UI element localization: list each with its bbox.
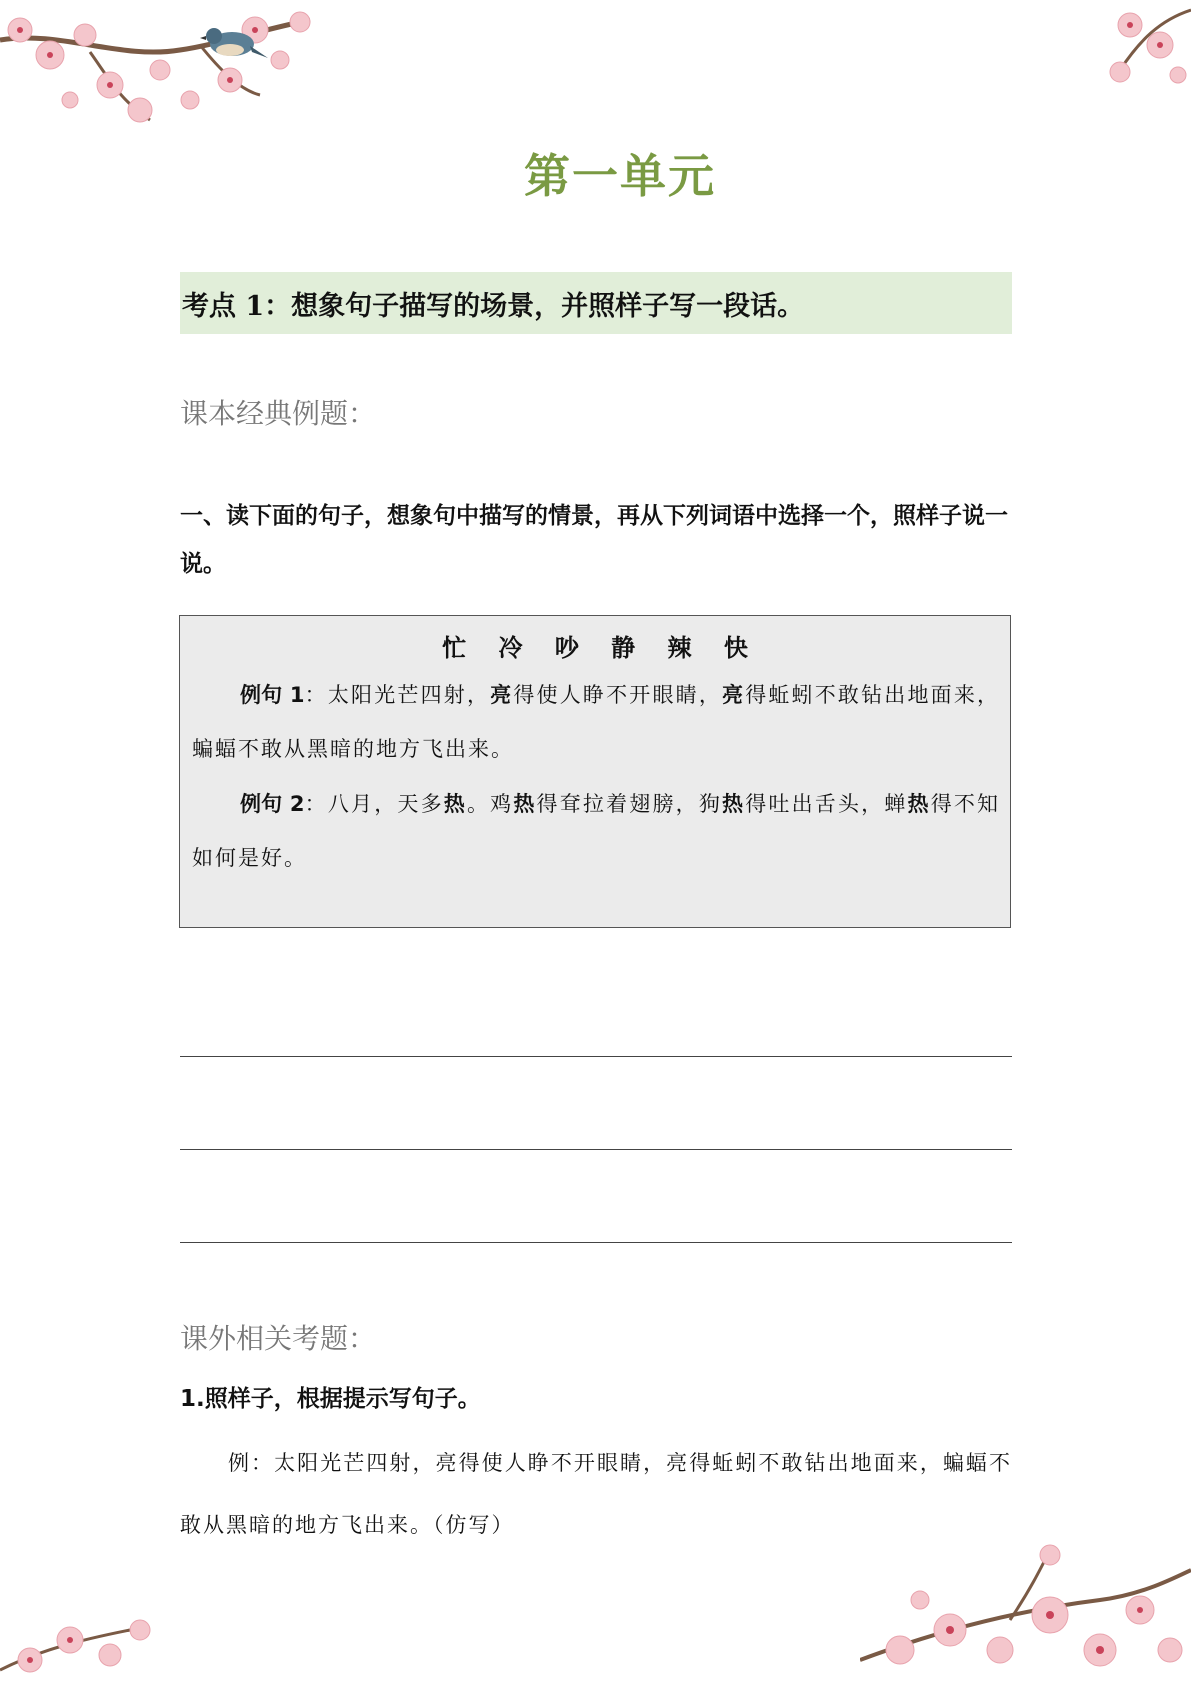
bird-on-branch <box>200 18 270 68</box>
word-choice: 冷 <box>498 634 523 662</box>
example-keyword: 热 <box>722 791 746 816</box>
example-text: 得吐出舌头，蝉 <box>745 792 908 816</box>
example-keyword: 热 <box>443 791 467 816</box>
example-sentence-2 <box>192 777 1000 885</box>
example-text: 得不知如何是好。 <box>192 792 1001 870</box>
key-point-banner <box>180 272 1012 334</box>
word-choice: 快 <box>723 634 748 662</box>
question-2-example: 例：太阳光芒四射，亮得使人睁不开眼睛，亮得蚯蚓不敢钻出地面来，蝙蝠不敢从黑暗的地方飞出来。（仿写） <box>180 1451 1012 1537</box>
page-title: 第一单元 <box>524 149 716 203</box>
example-text: 得蚯蚓不敢钻出地面来，蝙蝠不敢从黑暗的地方飞出来。 <box>192 683 1001 761</box>
word-choices <box>180 628 1010 663</box>
example-label: 例句 2 <box>240 792 305 816</box>
example-text: 。鸡 <box>466 792 514 816</box>
example-box <box>179 615 1011 928</box>
example-text: 八月，天多 <box>327 792 444 816</box>
cherry-blossom-top-right <box>1060 0 1191 100</box>
example-keyword: 亮 <box>490 682 514 707</box>
example-text: 太阳光芒四射， <box>327 683 491 707</box>
question-2-heading: 1.照样子，根据提示写句子。 <box>180 1386 481 1412</box>
answer-line[interactable] <box>180 1056 1012 1057</box>
example-label: 例句 1 <box>240 683 305 707</box>
cherry-blossom-bottom-right <box>860 1540 1191 1684</box>
example-sentence-1 <box>192 668 1000 776</box>
example-text: 得使人睁不开眼睛， <box>513 683 722 707</box>
word-choice: 吵 <box>554 634 579 662</box>
example-separator: ： <box>304 792 328 816</box>
answer-line[interactable] <box>180 1242 1012 1243</box>
example-separator: ： <box>304 683 328 707</box>
example-keyword: 亮 <box>722 682 746 707</box>
word-choice: 辣 <box>667 634 692 662</box>
example-keyword: 热 <box>513 791 537 816</box>
cherry-blossom-bottom-left <box>0 1590 170 1684</box>
cherry-blossom-branch-top-left <box>0 0 370 150</box>
answer-line[interactable] <box>180 1149 1012 1150</box>
example-keyword: 热 <box>907 791 931 816</box>
section-classic-heading: 课本经典例题： <box>180 397 377 430</box>
word-choice: 静 <box>611 634 636 662</box>
key-point-text: 考点 1：想象句子描写的场景，并照样子写一段话。 <box>182 290 805 322</box>
word-choice: 忙 <box>442 634 467 662</box>
section-extra-heading: 课外相关考题： <box>180 1322 377 1355</box>
question-1-prompt: 一、读下面的句子，想象句中描写的情景，再从下列词语中选择一个，照样子说一说。 <box>180 503 1008 577</box>
example-text: 得耷拉着翅膀，狗 <box>536 792 723 816</box>
